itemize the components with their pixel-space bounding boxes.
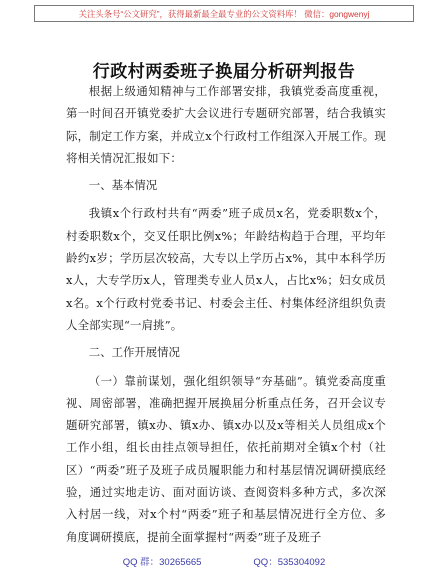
document-body xyxy=(66,80,386,548)
promo-banner xyxy=(34,5,414,22)
footer-qq: QQ：535304092 xyxy=(253,557,326,568)
document-title: 行政村两委班子换届分析研判报告 xyxy=(92,62,356,83)
footer-qq-group: QQ 群：30265665 xyxy=(122,557,202,568)
page-footer xyxy=(0,554,448,568)
section-heading-work-progress: 二、工作开展情况 xyxy=(88,345,180,360)
promo-banner-text: 关注头条号“公文研究”，获得最新最全最专业的公文资料库！ 微信：gongwenyj xyxy=(78,8,370,19)
section-heading-basic-info: 一、基本情况 xyxy=(88,178,158,193)
basic-info-paragraph: 我镇x个行政村共有“两委”班子成员x名，党委职数x个，村委职数x个，交叉任职比例x%；年龄结构趋于合理，平均年龄约x岁；学历层次较高，大专以上学历占x%，其中本科学历x人，大专学历x人，管理类专业人员x人，占比x%；妇女成员x名。x个行政村党委书记、村委会主任、村集体经济组织负责人全部实现“一肩挑”。 xyxy=(66,206,386,332)
intro-paragraph: 根据上级通知精神与工作部署安排，我镇党委高度重视，第一时间召开镇党委扩大会议进行专题研究部署，结合我镇实际，制定工作方案，并成立x个行政村工作组深入开展工作。现将相关情况汇报如下： xyxy=(66,84,386,165)
work-progress-paragraph: （一）靠前谋划，强化组织领导“夯基础”。镇党委高度重视、周密部署，准确把握开展换届分析重点任务，召开会议专题研究部署，镇x办、镇x办、镇x办以及x等相关人员组成x个工作小组，组长由挂点领导担任，依托前期对全镇x个村（社区）“两委”班子及班子成员履职能力和村基层情况调研摸底经验，通过实地走访、面对面访谈、查阅资料多种方式，多次深入村居一线，对x个村“两委”班子和基层情况进行全方位、多角度调研摸底，提前全面掌握村“两委”班子及班子 xyxy=(66,373,386,544)
